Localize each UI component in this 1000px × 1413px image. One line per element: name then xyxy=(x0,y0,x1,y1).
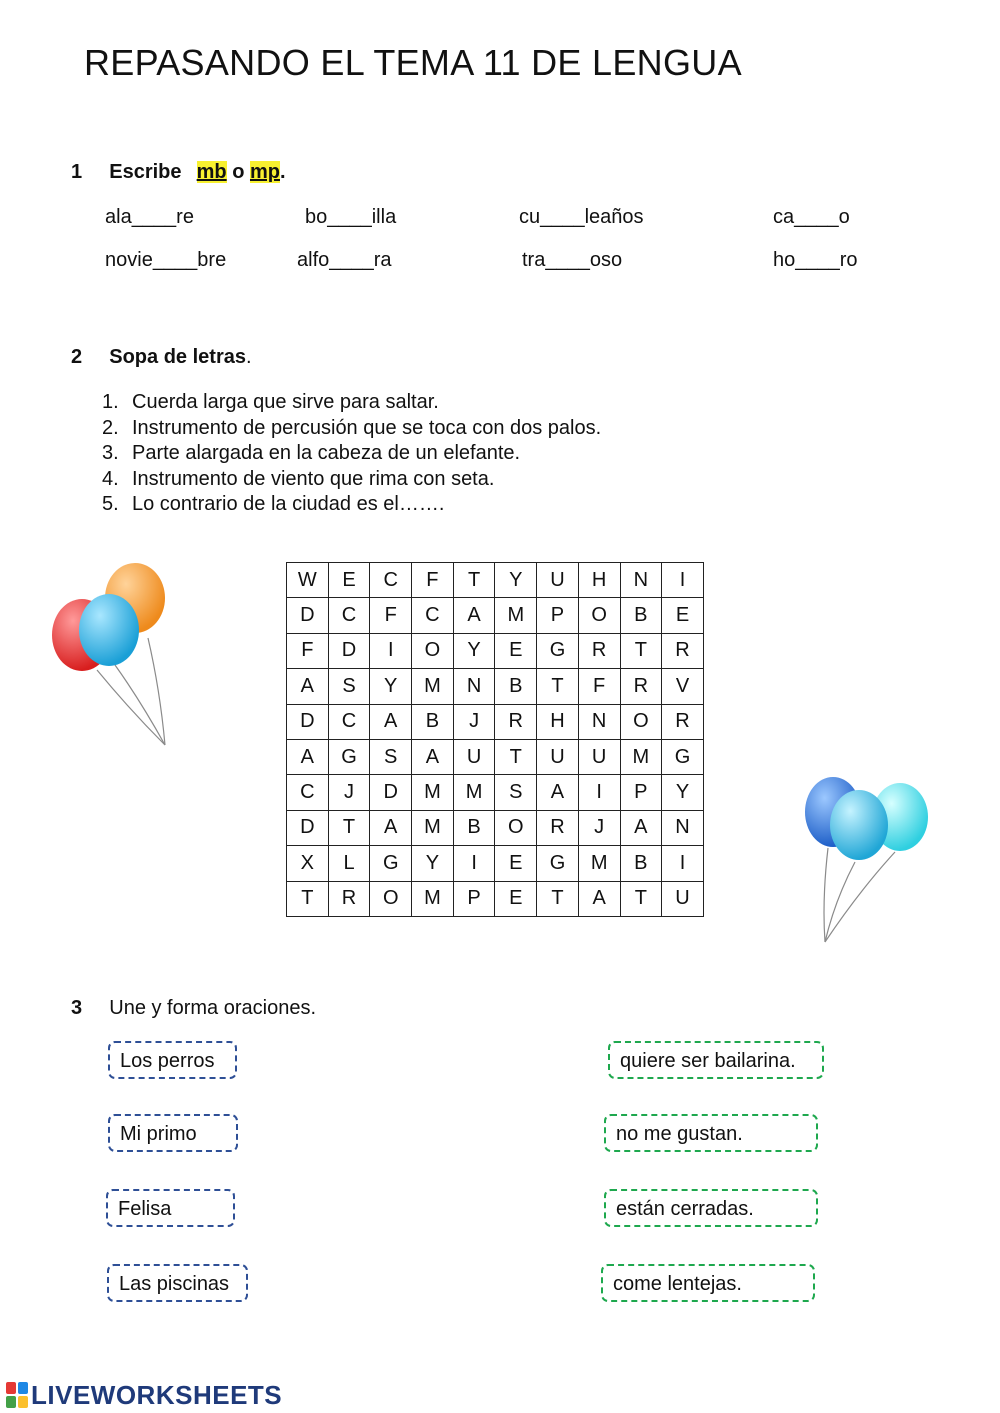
grid-cell[interactable]: M xyxy=(412,810,454,845)
grid-cell[interactable]: I xyxy=(662,846,704,881)
subject-box-2[interactable]: Mi primo xyxy=(108,1114,238,1152)
grid-cell[interactable]: A xyxy=(578,881,620,916)
grid-cell[interactable]: B xyxy=(495,669,537,704)
grid-cell[interactable]: M xyxy=(412,669,454,704)
grid-cell[interactable]: J xyxy=(578,810,620,845)
clue-item xyxy=(102,467,601,493)
section-3-heading xyxy=(71,997,316,1020)
grid-cell[interactable]: H xyxy=(537,704,579,739)
grid-cell[interactable]: L xyxy=(328,846,370,881)
grid-cell[interactable]: A xyxy=(537,775,579,810)
clue-item xyxy=(102,390,601,416)
fill-word-3[interactable]: cu____leaños xyxy=(519,206,644,228)
balloons-left-image xyxy=(40,560,180,750)
option-mb: mb xyxy=(196,161,227,183)
grid-cell[interactable]: T xyxy=(620,881,662,916)
grid-cell[interactable]: I xyxy=(453,846,495,881)
grid-cell[interactable]: I xyxy=(370,633,412,668)
grid-cell[interactable]: M xyxy=(412,881,454,916)
fill-word-4[interactable]: ca____o xyxy=(773,206,850,228)
clue-text: Instrumento de percusión que se toca con dos palos. xyxy=(132,416,602,439)
balloons-right-image xyxy=(800,770,940,950)
grid-cell[interactable]: G xyxy=(370,846,412,881)
grid-cell[interactable]: A xyxy=(412,739,454,774)
grid-cell[interactable]: G xyxy=(328,739,370,774)
grid-cell[interactable]: Y xyxy=(453,633,495,668)
fill-word-5[interactable]: novie____bre xyxy=(105,249,227,271)
grid-cell[interactable]: A xyxy=(287,739,329,774)
grid-cell[interactable]: C xyxy=(287,775,329,810)
grid-cell[interactable]: E xyxy=(495,846,537,881)
clue-text: Cuerda larga que sirve para saltar. xyxy=(132,391,439,413)
grid-cell[interactable]: N xyxy=(662,810,704,845)
clue-text: Parte alargada en la cabeza de un elefante. xyxy=(132,442,521,464)
clue-text: Lo contrario de la ciudad es el……. xyxy=(132,493,445,515)
predicate-box-3[interactable]: están cerradas. xyxy=(604,1189,818,1227)
grid-cell[interactable]: Y xyxy=(495,563,537,598)
grid-cell[interactable]: N xyxy=(620,563,662,598)
grid-cell[interactable]: A xyxy=(370,704,412,739)
subject-box-1[interactable]: Los perros xyxy=(108,1041,237,1079)
grid-cell[interactable]: J xyxy=(328,775,370,810)
fill-word-7[interactable]: tra____oso xyxy=(522,249,623,271)
grid-cell[interactable]: A xyxy=(620,810,662,845)
clue-number: 3. xyxy=(102,442,119,464)
section-1-period: . xyxy=(279,161,286,183)
grid-cell[interactable]: G xyxy=(537,633,579,668)
clue-item xyxy=(102,492,601,518)
clue-list xyxy=(102,390,601,518)
grid-cell[interactable]: D xyxy=(328,633,370,668)
grid-cell[interactable]: S xyxy=(328,669,370,704)
grid-cell[interactable]: W xyxy=(287,563,329,598)
word-search-grid[interactable] xyxy=(286,562,704,917)
grid-row xyxy=(287,633,704,668)
grid-cell[interactable]: E xyxy=(328,563,370,598)
grid-cell[interactable]: S xyxy=(495,775,537,810)
grid-cell[interactable]: F xyxy=(412,563,454,598)
grid-row xyxy=(287,775,704,810)
grid-cell[interactable]: T xyxy=(537,881,579,916)
grid-cell[interactable]: C xyxy=(370,563,412,598)
grid-cell[interactable]: A xyxy=(370,810,412,845)
grid-cell[interactable]: P xyxy=(453,881,495,916)
grid-cell[interactable]: M xyxy=(620,739,662,774)
section-2-number: 2 xyxy=(71,346,83,368)
section-1-heading xyxy=(71,161,286,184)
grid-cell[interactable]: A xyxy=(453,598,495,633)
section-2-period: . xyxy=(245,346,252,368)
fill-word-1[interactable]: ala____re xyxy=(105,206,194,228)
grid-cell[interactable]: F xyxy=(287,633,329,668)
grid-cell[interactable]: E xyxy=(495,881,537,916)
grid-cell[interactable]: I xyxy=(578,775,620,810)
grid-cell[interactable]: R xyxy=(537,810,579,845)
grid-cell[interactable]: T xyxy=(620,633,662,668)
grid-cell[interactable]: U xyxy=(537,739,579,774)
grid-cell[interactable]: D xyxy=(287,598,329,633)
predicate-box-2[interactable]: no me gustan. xyxy=(604,1114,818,1152)
grid-cell[interactable]: M xyxy=(495,598,537,633)
grid-cell[interactable]: F xyxy=(578,669,620,704)
grid-cell[interactable]: D xyxy=(370,775,412,810)
grid-cell[interactable]: S xyxy=(370,739,412,774)
grid-cell[interactable]: A xyxy=(287,669,329,704)
clue-item xyxy=(102,416,601,442)
grid-cell[interactable]: C xyxy=(412,598,454,633)
grid-cell[interactable]: R xyxy=(328,881,370,916)
subject-box-3[interactable]: Felisa xyxy=(106,1189,235,1227)
clue-number: 5. xyxy=(102,493,119,515)
grid-cell[interactable]: Y xyxy=(662,775,704,810)
fill-word-8[interactable]: ho____ro xyxy=(773,249,858,271)
grid-cell[interactable]: M xyxy=(412,775,454,810)
grid-cell[interactable]: M xyxy=(453,775,495,810)
section-1-number: 1 xyxy=(71,161,83,183)
predicate-box-4[interactable]: come lentejas. xyxy=(601,1264,815,1302)
clue-number: 2. xyxy=(102,416,119,439)
grid-cell[interactable]: Y xyxy=(370,669,412,704)
grid-cell[interactable]: B xyxy=(453,810,495,845)
grid-cell[interactable]: T xyxy=(328,810,370,845)
grid-row xyxy=(287,846,704,881)
liveworksheets-logo-text: LIVEWORKSHEETS xyxy=(31,1380,283,1410)
grid-row xyxy=(287,563,704,598)
grid-cell[interactable]: T xyxy=(495,739,537,774)
grid-cell[interactable]: P xyxy=(620,775,662,810)
clue-number: 1. xyxy=(102,391,119,413)
grid-cell[interactable]: Y xyxy=(412,846,454,881)
grid-cell[interactable]: C xyxy=(328,598,370,633)
option-mp: mp xyxy=(249,161,280,183)
grid-cell[interactable]: U xyxy=(537,563,579,598)
subject-box-4[interactable]: Las piscinas xyxy=(107,1264,248,1302)
grid-cell[interactable]: N xyxy=(453,669,495,704)
grid-cell[interactable]: C xyxy=(328,704,370,739)
section-1-instruction: Escribe xyxy=(109,161,182,183)
grid-row xyxy=(287,810,704,845)
grid-cell[interactable]: M xyxy=(578,846,620,881)
clue-text: Instrumento de viento que rima con seta. xyxy=(132,467,495,490)
grid-cell[interactable]: H xyxy=(578,563,620,598)
grid-cell[interactable]: U xyxy=(662,881,704,916)
grid-cell[interactable]: N xyxy=(578,704,620,739)
grid-row xyxy=(287,704,704,739)
section-3-title: Une y forma oraciones. xyxy=(109,997,317,1019)
liveworksheets-logo-icon xyxy=(6,1382,28,1408)
grid-cell[interactable]: I xyxy=(662,563,704,598)
grid-cell[interactable]: E xyxy=(662,598,704,633)
grid-cell[interactable]: R xyxy=(578,633,620,668)
grid-cell[interactable]: P xyxy=(537,598,579,633)
grid-cell[interactable]: R xyxy=(662,704,704,739)
grid-cell[interactable]: B xyxy=(620,598,662,633)
liveworksheets-logo[interactable] xyxy=(6,1380,282,1411)
grid-cell[interactable]: J xyxy=(453,704,495,739)
grid-cell[interactable]: B xyxy=(620,846,662,881)
page-title: REPASANDO EL TEMA 11 DE LENGUA xyxy=(84,42,742,83)
grid-cell[interactable]: O xyxy=(370,881,412,916)
grid-cell[interactable]: O xyxy=(578,598,620,633)
grid-cell[interactable]: O xyxy=(495,810,537,845)
grid-cell[interactable]: B xyxy=(412,704,454,739)
fill-word-2[interactable]: bo____illa xyxy=(305,206,397,228)
grid-cell[interactable]: V xyxy=(662,669,704,704)
fill-word-6[interactable]: alfo____ra xyxy=(297,249,392,271)
grid-cell[interactable]: R xyxy=(495,704,537,739)
grid-row xyxy=(287,669,704,704)
grid-cell[interactable]: X xyxy=(287,846,329,881)
option-connector: o xyxy=(232,161,245,183)
grid-cell[interactable]: T xyxy=(537,669,579,704)
grid-cell[interactable]: G xyxy=(537,846,579,881)
clue-number: 4. xyxy=(102,467,119,490)
grid-cell[interactable]: E xyxy=(495,633,537,668)
grid-cell[interactable]: G xyxy=(662,739,704,774)
grid-cell[interactable]: O xyxy=(620,704,662,739)
grid-cell[interactable]: D xyxy=(287,704,329,739)
grid-cell[interactable]: O xyxy=(412,633,454,668)
grid-cell[interactable]: R xyxy=(620,669,662,704)
grid-cell[interactable]: F xyxy=(370,598,412,633)
section-3-number: 3 xyxy=(71,997,83,1019)
grid-cell[interactable]: T xyxy=(453,563,495,598)
grid-cell[interactable]: T xyxy=(287,881,329,916)
section-2-title: Sopa de letras xyxy=(109,346,246,368)
grid-cell[interactable]: D xyxy=(287,810,329,845)
predicate-box-1[interactable]: quiere ser bailarina. xyxy=(608,1041,824,1079)
grid-row xyxy=(287,739,704,774)
grid-cell[interactable]: U xyxy=(578,739,620,774)
grid-row xyxy=(287,881,704,916)
grid-row xyxy=(287,598,704,633)
section-2-heading xyxy=(71,346,252,369)
grid-cell[interactable]: R xyxy=(662,633,704,668)
grid-cell[interactable]: U xyxy=(453,739,495,774)
clue-item xyxy=(102,441,601,467)
